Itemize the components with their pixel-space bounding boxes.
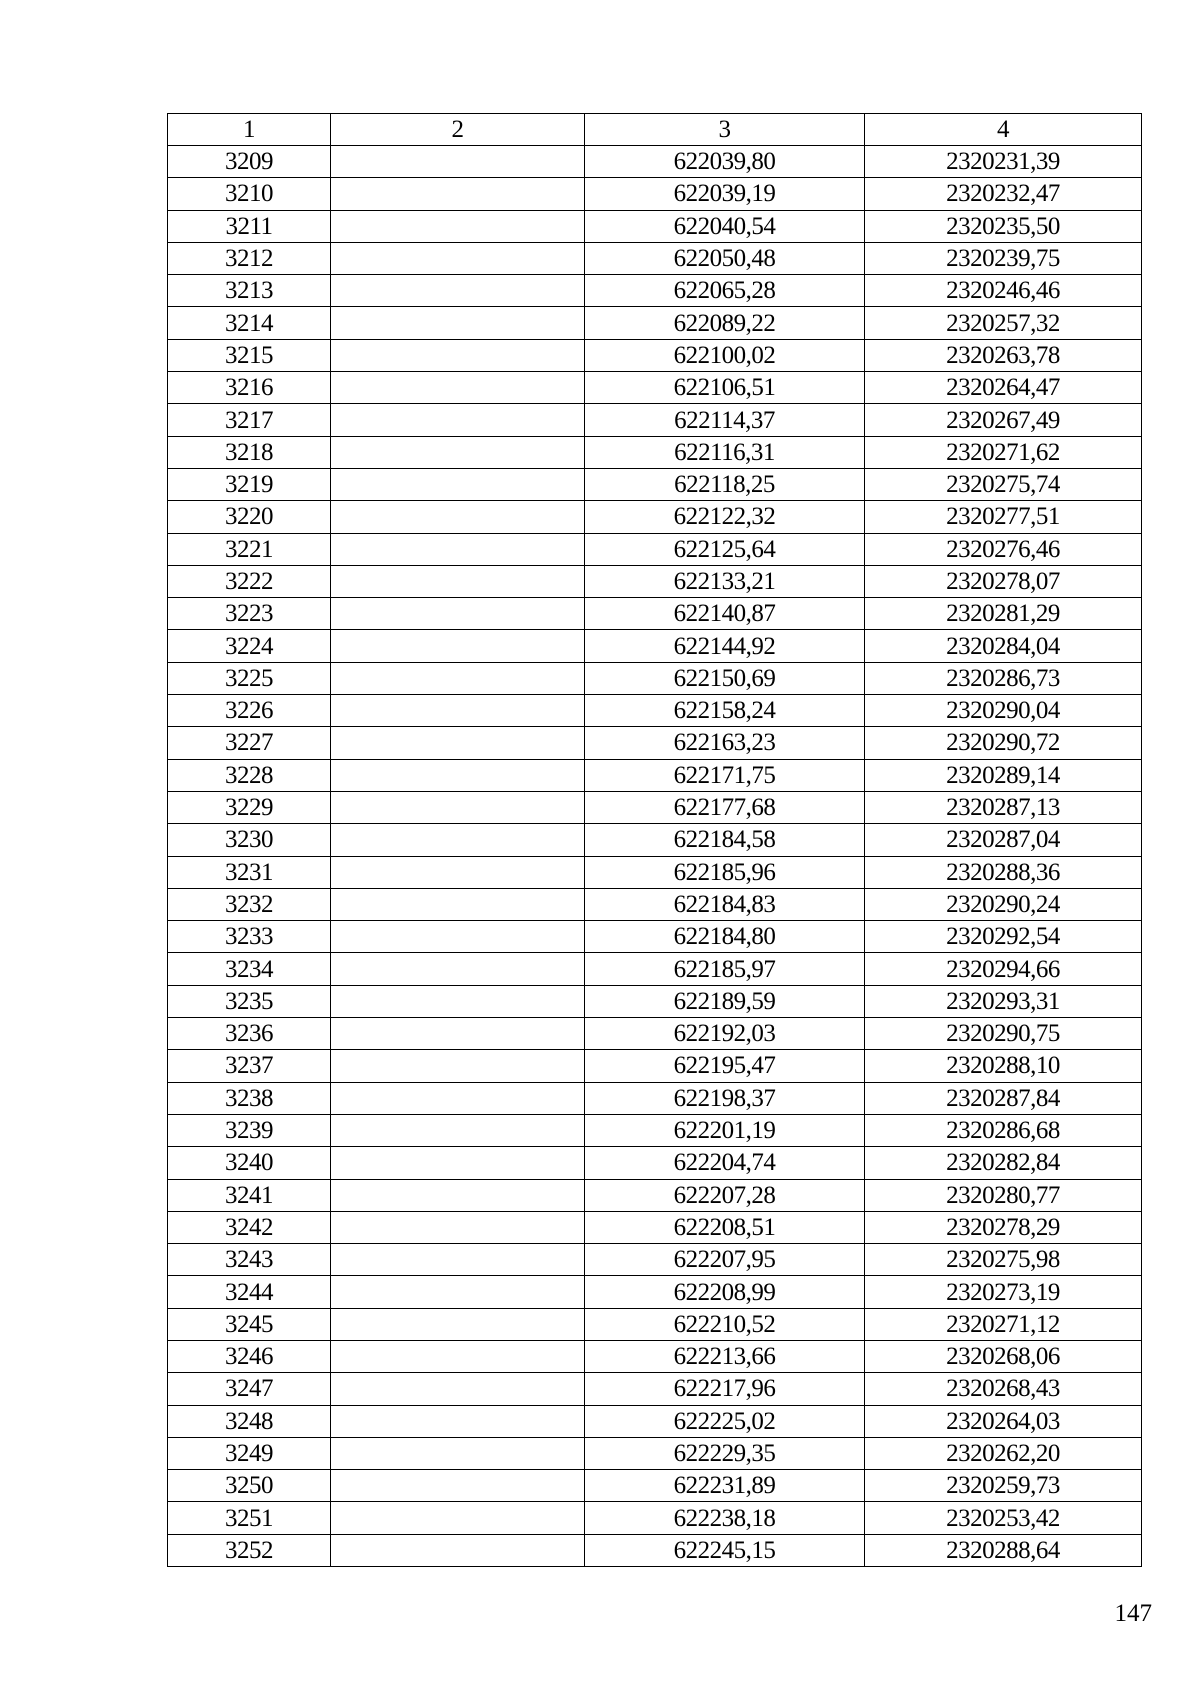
table-row — [168, 1211, 1142, 1243]
x-coordinate-cell: 622198,37 — [585, 1082, 865, 1114]
point-number-cell: 3226 — [168, 695, 331, 727]
table-row — [168, 630, 1142, 662]
point-number-cell: 3246 — [168, 1340, 331, 1372]
x-coordinate-cell: 622140,87 — [585, 598, 865, 630]
table-row — [168, 533, 1142, 565]
x-coordinate-cell: 622144,92 — [585, 630, 865, 662]
description-cell — [331, 1405, 585, 1437]
description-cell — [331, 242, 585, 274]
x-coordinate-cell: 622207,95 — [585, 1244, 865, 1276]
table-row — [168, 1244, 1142, 1276]
y-coordinate-cell: 2320277,51 — [865, 501, 1142, 533]
y-coordinate-cell: 2320288,64 — [865, 1534, 1142, 1566]
x-coordinate-cell: 622065,28 — [585, 275, 865, 307]
description-cell — [331, 598, 585, 630]
table-body — [168, 146, 1142, 1567]
y-coordinate-cell: 2320232,47 — [865, 178, 1142, 210]
table-row — [168, 242, 1142, 274]
x-coordinate-cell: 622163,23 — [585, 727, 865, 759]
description-cell — [331, 339, 585, 371]
x-coordinate-cell: 622207,28 — [585, 1179, 865, 1211]
table-row — [168, 372, 1142, 404]
x-coordinate-cell: 622229,35 — [585, 1437, 865, 1469]
table-row — [168, 1147, 1142, 1179]
x-coordinate-cell: 622208,51 — [585, 1211, 865, 1243]
description-cell — [331, 1308, 585, 1340]
y-coordinate-cell: 2320253,42 — [865, 1502, 1142, 1534]
x-coordinate-cell: 622114,37 — [585, 404, 865, 436]
y-coordinate-cell: 2320259,73 — [865, 1470, 1142, 1502]
x-coordinate-cell: 622184,83 — [585, 888, 865, 920]
table-row — [168, 1114, 1142, 1146]
description-cell — [331, 1340, 585, 1372]
point-number-cell: 3233 — [168, 921, 331, 953]
table-row — [168, 695, 1142, 727]
table-row — [168, 307, 1142, 339]
x-coordinate-cell: 622185,96 — [585, 856, 865, 888]
point-number-cell: 3221 — [168, 533, 331, 565]
point-number-cell: 3242 — [168, 1211, 331, 1243]
point-number-cell: 3216 — [168, 372, 331, 404]
x-coordinate-cell: 622238,18 — [585, 1502, 865, 1534]
x-coordinate-cell: 622195,47 — [585, 1050, 865, 1082]
table-row — [168, 1534, 1142, 1566]
point-number-cell: 3238 — [168, 1082, 331, 1114]
y-coordinate-cell: 2320287,13 — [865, 791, 1142, 823]
y-coordinate-cell: 2320275,74 — [865, 468, 1142, 500]
y-coordinate-cell: 2320281,29 — [865, 598, 1142, 630]
y-coordinate-cell: 2320284,04 — [865, 630, 1142, 662]
description-cell — [331, 856, 585, 888]
point-number-cell: 3244 — [168, 1276, 331, 1308]
point-number-cell: 3237 — [168, 1050, 331, 1082]
point-number-cell: 3241 — [168, 1179, 331, 1211]
point-number-cell: 3209 — [168, 146, 331, 178]
x-coordinate-cell: 622201,19 — [585, 1114, 865, 1146]
y-coordinate-cell: 2320287,04 — [865, 824, 1142, 856]
y-coordinate-cell: 2320290,75 — [865, 1018, 1142, 1050]
x-coordinate-cell: 622208,99 — [585, 1276, 865, 1308]
description-cell — [331, 468, 585, 500]
table-row — [168, 146, 1142, 178]
point-number-cell: 3217 — [168, 404, 331, 436]
y-coordinate-cell: 2320278,29 — [865, 1211, 1142, 1243]
description-cell — [331, 210, 585, 242]
description-cell — [331, 824, 585, 856]
point-number-cell: 3223 — [168, 598, 331, 630]
y-coordinate-cell: 2320294,66 — [865, 953, 1142, 985]
table-row — [168, 565, 1142, 597]
x-coordinate-cell: 622039,80 — [585, 146, 865, 178]
x-coordinate-cell: 622217,96 — [585, 1373, 865, 1405]
point-number-cell: 3249 — [168, 1437, 331, 1469]
y-coordinate-cell: 2320280,77 — [865, 1179, 1142, 1211]
y-coordinate-cell: 2320271,62 — [865, 436, 1142, 468]
description-cell — [331, 1470, 585, 1502]
table-row — [168, 1050, 1142, 1082]
y-coordinate-cell: 2320289,14 — [865, 759, 1142, 791]
page-number: 147 — [1114, 1600, 1152, 1627]
point-number-cell: 3210 — [168, 178, 331, 210]
y-coordinate-cell: 2320263,78 — [865, 339, 1142, 371]
table-row — [168, 1082, 1142, 1114]
point-number-cell: 3229 — [168, 791, 331, 823]
point-number-cell: 3212 — [168, 242, 331, 274]
x-coordinate-cell: 622185,97 — [585, 953, 865, 985]
y-coordinate-cell: 2320290,72 — [865, 727, 1142, 759]
description-cell — [331, 404, 585, 436]
table-row — [168, 888, 1142, 920]
point-number-cell: 3228 — [168, 759, 331, 791]
x-coordinate-cell: 622245,15 — [585, 1534, 865, 1566]
table-row — [168, 598, 1142, 630]
y-coordinate-cell: 2320271,12 — [865, 1308, 1142, 1340]
description-cell — [331, 1534, 585, 1566]
y-coordinate-cell: 2320282,84 — [865, 1147, 1142, 1179]
y-coordinate-cell: 2320231,39 — [865, 146, 1142, 178]
y-coordinate-cell: 2320288,36 — [865, 856, 1142, 888]
y-coordinate-cell: 2320290,24 — [865, 888, 1142, 920]
point-number-cell: 3219 — [168, 468, 331, 500]
description-cell — [331, 565, 585, 597]
point-number-cell: 3251 — [168, 1502, 331, 1534]
description-cell — [331, 1211, 585, 1243]
table-row — [168, 210, 1142, 242]
point-number-cell: 3248 — [168, 1405, 331, 1437]
y-coordinate-cell: 2320257,32 — [865, 307, 1142, 339]
description-cell — [331, 1147, 585, 1179]
table-row — [168, 501, 1142, 533]
x-coordinate-cell: 622125,64 — [585, 533, 865, 565]
description-cell — [331, 372, 585, 404]
x-coordinate-cell: 622133,21 — [585, 565, 865, 597]
description-cell — [331, 178, 585, 210]
y-coordinate-cell: 2320268,43 — [865, 1373, 1142, 1405]
description-cell — [331, 1179, 585, 1211]
table-row — [168, 1276, 1142, 1308]
description-cell — [331, 436, 585, 468]
y-coordinate-cell: 2320276,46 — [865, 533, 1142, 565]
table-row — [168, 856, 1142, 888]
description-cell — [331, 501, 585, 533]
description-cell — [331, 695, 585, 727]
description-cell — [331, 1050, 585, 1082]
y-coordinate-cell: 2320290,04 — [865, 695, 1142, 727]
x-coordinate-cell: 622225,02 — [585, 1405, 865, 1437]
y-coordinate-cell: 2320287,84 — [865, 1082, 1142, 1114]
point-number-cell: 3218 — [168, 436, 331, 468]
column-header-3: 3 — [585, 114, 865, 146]
x-coordinate-cell: 622204,74 — [585, 1147, 865, 1179]
point-number-cell: 3230 — [168, 824, 331, 856]
description-cell — [331, 275, 585, 307]
point-number-cell: 3213 — [168, 275, 331, 307]
column-header-1: 1 — [168, 114, 331, 146]
description-cell — [331, 630, 585, 662]
description-cell — [331, 791, 585, 823]
x-coordinate-cell: 622089,22 — [585, 307, 865, 339]
table-row — [168, 791, 1142, 823]
y-coordinate-cell: 2320262,20 — [865, 1437, 1142, 1469]
x-coordinate-cell: 622213,66 — [585, 1340, 865, 1372]
table-row — [168, 1340, 1142, 1372]
table-row — [168, 1308, 1142, 1340]
description-cell — [331, 1276, 585, 1308]
table-row — [168, 1437, 1142, 1469]
point-number-cell: 3245 — [168, 1308, 331, 1340]
point-number-cell: 3235 — [168, 985, 331, 1017]
y-coordinate-cell: 2320293,31 — [865, 985, 1142, 1017]
table-row — [168, 921, 1142, 953]
description-cell — [331, 662, 585, 694]
point-number-cell: 3222 — [168, 565, 331, 597]
table-row — [168, 985, 1142, 1017]
table-row — [168, 436, 1142, 468]
description-cell — [331, 1082, 585, 1114]
description-cell — [331, 1114, 585, 1146]
description-cell — [331, 727, 585, 759]
y-coordinate-cell: 2320268,06 — [865, 1340, 1142, 1372]
x-coordinate-cell: 622050,48 — [585, 242, 865, 274]
description-cell — [331, 985, 585, 1017]
table-row — [168, 1179, 1142, 1211]
description-cell — [331, 1502, 585, 1534]
y-coordinate-cell: 2320286,68 — [865, 1114, 1142, 1146]
x-coordinate-cell: 622118,25 — [585, 468, 865, 500]
table-header-row — [168, 114, 1142, 146]
table-row — [168, 404, 1142, 436]
x-coordinate-cell: 622116,31 — [585, 436, 865, 468]
y-coordinate-cell: 2320264,03 — [865, 1405, 1142, 1437]
x-coordinate-cell: 622122,32 — [585, 501, 865, 533]
description-cell — [331, 1018, 585, 1050]
point-number-cell: 3232 — [168, 888, 331, 920]
y-coordinate-cell: 2320267,49 — [865, 404, 1142, 436]
table-row — [168, 824, 1142, 856]
x-coordinate-cell: 622171,75 — [585, 759, 865, 791]
y-coordinate-cell: 2320275,98 — [865, 1244, 1142, 1276]
x-coordinate-cell: 622184,58 — [585, 824, 865, 856]
x-coordinate-cell: 622040,54 — [585, 210, 865, 242]
y-coordinate-cell: 2320264,47 — [865, 372, 1142, 404]
table-row — [168, 1470, 1142, 1502]
point-number-cell: 3234 — [168, 953, 331, 985]
x-coordinate-cell: 622184,80 — [585, 921, 865, 953]
description-cell — [331, 1244, 585, 1276]
table-row — [168, 1502, 1142, 1534]
table-row — [168, 1373, 1142, 1405]
description-cell — [331, 759, 585, 791]
description-cell — [331, 1373, 585, 1405]
description-cell — [331, 307, 585, 339]
point-number-cell: 3247 — [168, 1373, 331, 1405]
x-coordinate-cell: 622177,68 — [585, 791, 865, 823]
coordinates-table — [167, 113, 1142, 1567]
point-number-cell: 3215 — [168, 339, 331, 371]
x-coordinate-cell: 622106,51 — [585, 372, 865, 404]
point-number-cell: 3224 — [168, 630, 331, 662]
table-row — [168, 178, 1142, 210]
point-number-cell: 3220 — [168, 501, 331, 533]
y-coordinate-cell: 2320292,54 — [865, 921, 1142, 953]
y-coordinate-cell: 2320239,75 — [865, 242, 1142, 274]
point-number-cell: 3243 — [168, 1244, 331, 1276]
y-coordinate-cell: 2320235,50 — [865, 210, 1142, 242]
point-number-cell: 3214 — [168, 307, 331, 339]
description-cell — [331, 1437, 585, 1469]
point-number-cell: 3239 — [168, 1114, 331, 1146]
point-number-cell: 3252 — [168, 1534, 331, 1566]
point-number-cell: 3240 — [168, 1147, 331, 1179]
point-number-cell: 3231 — [168, 856, 331, 888]
table-row — [168, 1018, 1142, 1050]
column-header-4: 4 — [865, 114, 1142, 146]
column-header-2: 2 — [331, 114, 585, 146]
point-number-cell: 3211 — [168, 210, 331, 242]
description-cell — [331, 146, 585, 178]
table-row — [168, 1405, 1142, 1437]
x-coordinate-cell: 622158,24 — [585, 695, 865, 727]
x-coordinate-cell: 622192,03 — [585, 1018, 865, 1050]
table-row — [168, 339, 1142, 371]
y-coordinate-cell: 2320246,46 — [865, 275, 1142, 307]
point-number-cell: 3236 — [168, 1018, 331, 1050]
x-coordinate-cell: 622039,19 — [585, 178, 865, 210]
description-cell — [331, 888, 585, 920]
table-row — [168, 468, 1142, 500]
y-coordinate-cell: 2320286,73 — [865, 662, 1142, 694]
point-number-cell: 3227 — [168, 727, 331, 759]
x-coordinate-cell: 622231,89 — [585, 1470, 865, 1502]
point-number-cell: 3225 — [168, 662, 331, 694]
x-coordinate-cell: 622210,52 — [585, 1308, 865, 1340]
description-cell — [331, 953, 585, 985]
x-coordinate-cell: 622189,59 — [585, 985, 865, 1017]
y-coordinate-cell: 2320288,10 — [865, 1050, 1142, 1082]
x-coordinate-cell: 622150,69 — [585, 662, 865, 694]
table-row — [168, 727, 1142, 759]
table-row — [168, 275, 1142, 307]
table-row — [168, 662, 1142, 694]
x-coordinate-cell: 622100,02 — [585, 339, 865, 371]
point-number-cell: 3250 — [168, 1470, 331, 1502]
description-cell — [331, 921, 585, 953]
y-coordinate-cell: 2320273,19 — [865, 1276, 1142, 1308]
description-cell — [331, 533, 585, 565]
y-coordinate-cell: 2320278,07 — [865, 565, 1142, 597]
table-row — [168, 759, 1142, 791]
table-row — [168, 953, 1142, 985]
